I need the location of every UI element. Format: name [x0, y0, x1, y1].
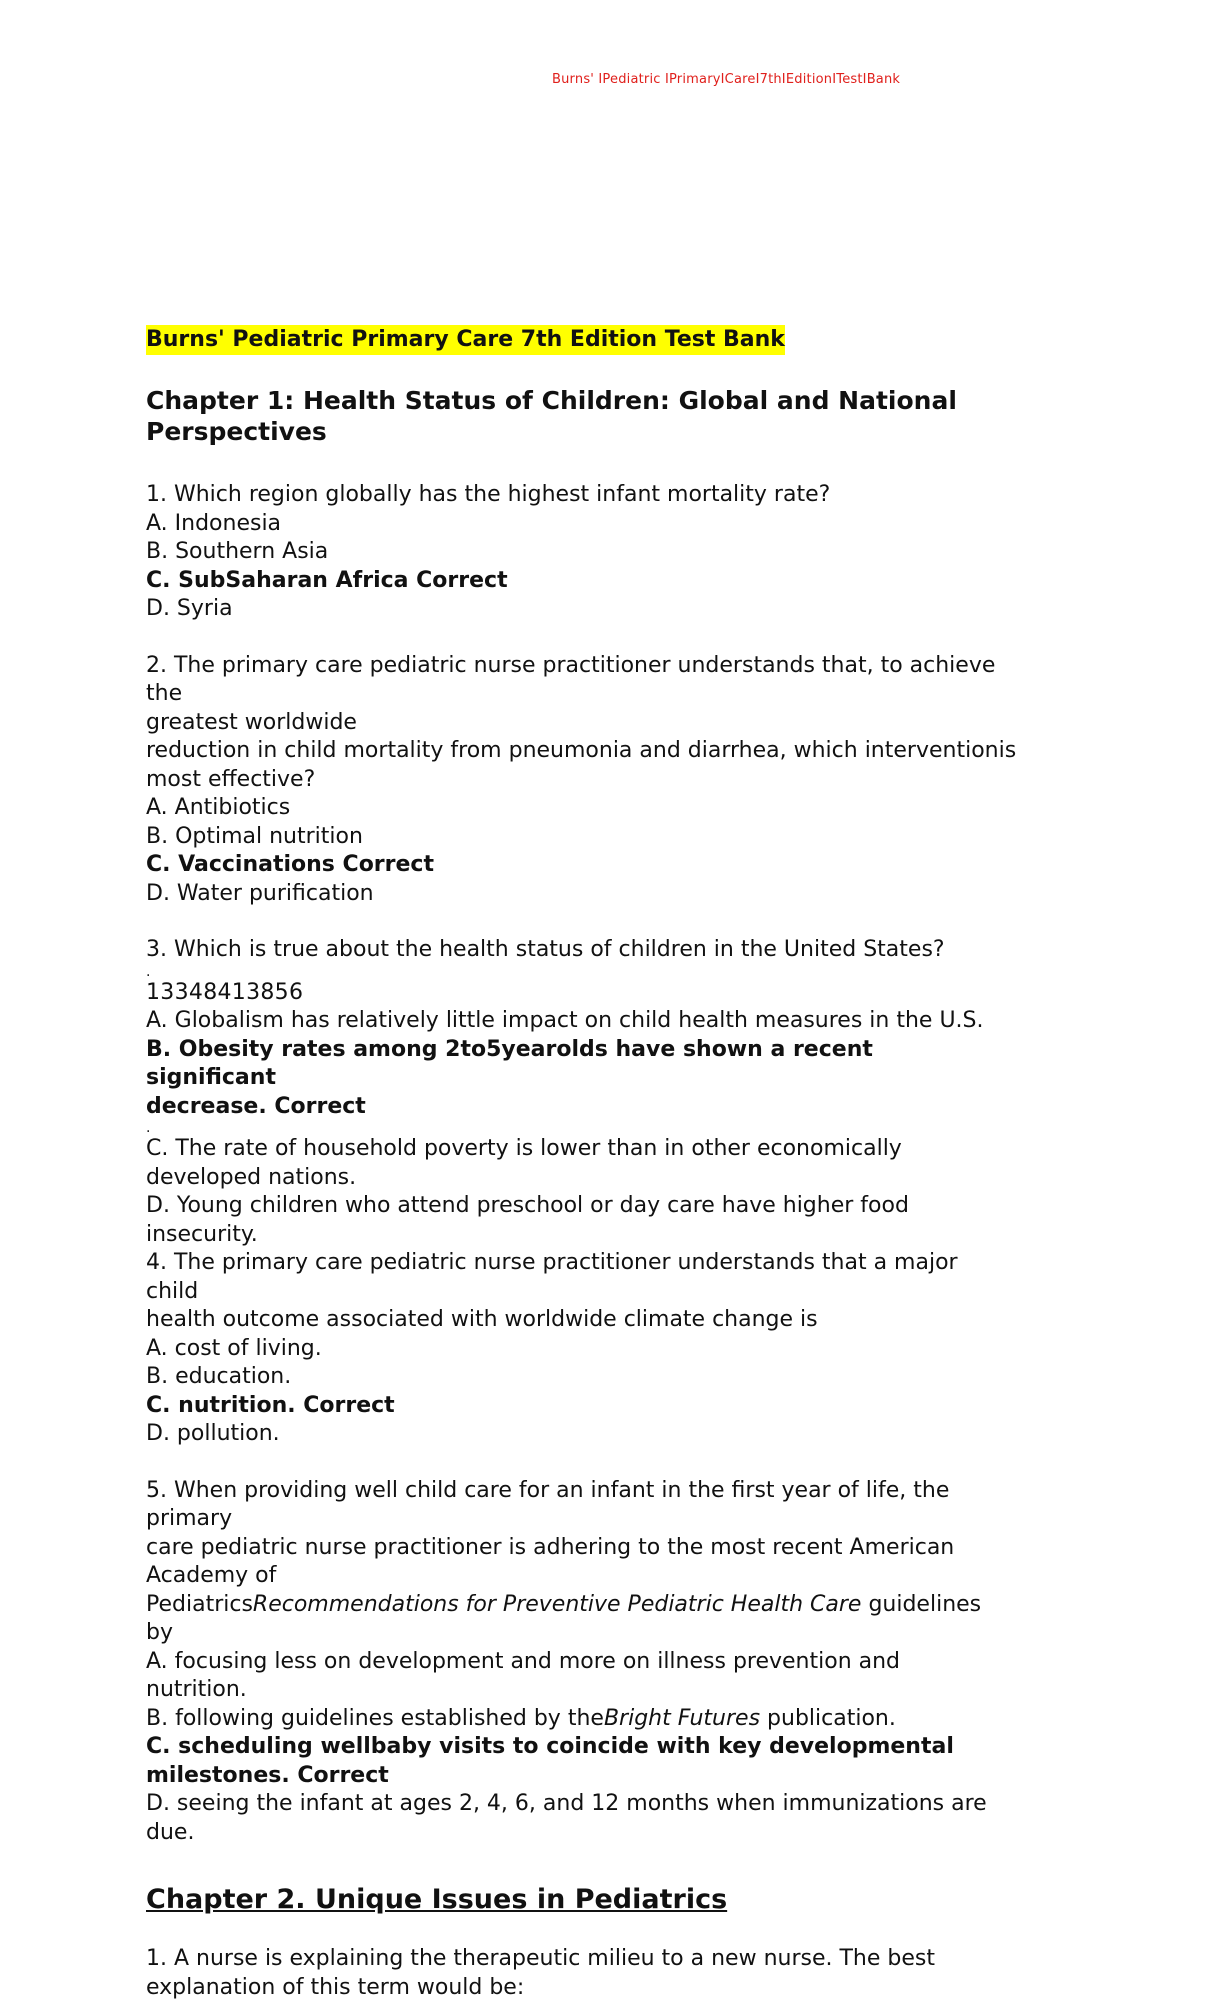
question-stem-line: Academy of: [146, 1563, 277, 1588]
option-a: A. cost of living.: [146, 1335, 322, 1361]
publication-title: Bright Futures: [603, 1705, 761, 1731]
stray-dot: .: [146, 1120, 151, 1136]
running-header: Burns' IPediatric IPrimaryICareI7thIEditionITestIBank: [552, 72, 901, 87]
chapter-1-title-line1: Chapter 1: Health Status of Children: Global and National: [146, 386, 957, 415]
chapter-2-title: Chapter 2. Unique Issues in Pediatrics: [146, 1884, 728, 1915]
question-stem-line: the: [146, 681, 183, 706]
option-b-correct-cont: significant: [146, 1065, 276, 1090]
stem-text: guidelines: [861, 1591, 982, 1617]
chapter-1-title: [146, 385, 996, 447]
chapter-2-question-1: [146, 1945, 1096, 2002]
question-stem-line: reduction in child mortality from pneumonia and diarrhea, which interventionis: [146, 738, 1017, 763]
question-stem-line: child: [146, 1278, 199, 1304]
option-c-cont: developed nations.: [146, 1164, 357, 1190]
option-b-correct-cont: decrease. Correct: [146, 1093, 366, 1119]
option-b: B. Optimal nutrition: [146, 823, 363, 849]
question-2: [146, 652, 1096, 909]
option-a: A. focusing less on development and more on illness prevention and: [146, 1648, 901, 1674]
option-a: A. Globalism has relatively little impact on child health measures in the U.S.: [146, 1008, 984, 1033]
stem-text: Pediatrics: [146, 1591, 253, 1617]
question-stem: 1. Which region globally has the highest infant mortality rate?: [146, 482, 831, 507]
option-d-cont: due.: [146, 1819, 195, 1845]
question-stem-line: explanation of this term would be:: [146, 1974, 525, 2000]
document-title: Burns' Pediatric Primary Care 7th Edition Test Bank: [146, 325, 785, 355]
option-c-correct: C. Vaccinations Correct: [146, 852, 434, 877]
option-a-cont: nutrition.: [146, 1677, 247, 1702]
option-b: B. education.: [146, 1364, 292, 1389]
question-stem-line: most effective?: [146, 766, 316, 792]
question-1: [146, 481, 1096, 624]
question-5: [146, 1477, 1096, 1848]
option-c-correct: C. nutrition. Correct: [146, 1392, 395, 1418]
option-d: D. Young children who attend preschool or day care have higher food: [146, 1193, 909, 1218]
option-d: D. Water purification: [146, 880, 374, 906]
option-d: D. seeing the infant at ages 2, 4, 6, and 12 months when immunizations are: [146, 1791, 987, 1816]
document-body: [146, 325, 1096, 2002]
question-stem-line: 1. A nurse is explaining the therapeutic milieu to a new nurse. The best: [146, 1946, 935, 1971]
question-stem: 3. Which is true about the health status of children in the United States?: [146, 937, 945, 962]
question-3: [146, 936, 1096, 1249]
chapter-1-title-line2: Perspectives: [146, 417, 327, 446]
option-c: C. The rate of household poverty is lower than in other economically: [146, 1136, 902, 1161]
option-d-cont: insecurity.: [146, 1221, 258, 1247]
question-stem-line: by: [146, 1620, 173, 1645]
question-stem-line: 2. The primary care pediatric nurse practitioner understands that, to achieve: [146, 652, 996, 678]
question-stem-line-mixed: [146, 1591, 1096, 1620]
doc-title-wrap: [146, 325, 1096, 355]
option-a: A. Antibiotics: [146, 795, 291, 820]
stray-dot: .: [146, 963, 151, 980]
option-d: D. Syria: [146, 596, 233, 621]
reference-number: 13348413856: [146, 979, 304, 1005]
question-stem-line: 4. The primary care pediatric nurse practitioner understands that a major: [146, 1250, 958, 1275]
option-b: [146, 1705, 1096, 1734]
option-c-correct-cont: milestones. Correct: [146, 1762, 389, 1788]
option-c-correct: C. SubSaharan Africa Correct: [146, 567, 508, 593]
option-c-correct: C. scheduling wellbaby visits to coincide with key developmental: [146, 1734, 954, 1759]
question-4: [146, 1249, 1096, 1449]
option-d: D. pollution.: [146, 1421, 280, 1446]
option-text: publication.: [760, 1705, 896, 1731]
question-stem-line: primary: [146, 1506, 233, 1531]
option-a: A. Indonesia: [146, 510, 282, 536]
option-text: B. following guidelines established by the: [146, 1705, 604, 1731]
question-stem-line: care pediatric nurse practitioner is adhering to the most recent American: [146, 1534, 955, 1560]
question-stem-line: health outcome associated with worldwide climate change is: [146, 1307, 818, 1332]
option-b: B. Southern Asia: [146, 539, 329, 564]
question-stem-line: greatest worldwide: [146, 709, 357, 735]
option-b-correct: B. Obesity rates among 2to5yearolds have shown a recent: [146, 1036, 873, 1062]
publication-title: Recommendations for Preventive Pediatric Health Care: [252, 1591, 862, 1617]
question-stem-line: 5. When providing well child care for an infant in the first year of life, the: [146, 1477, 950, 1503]
